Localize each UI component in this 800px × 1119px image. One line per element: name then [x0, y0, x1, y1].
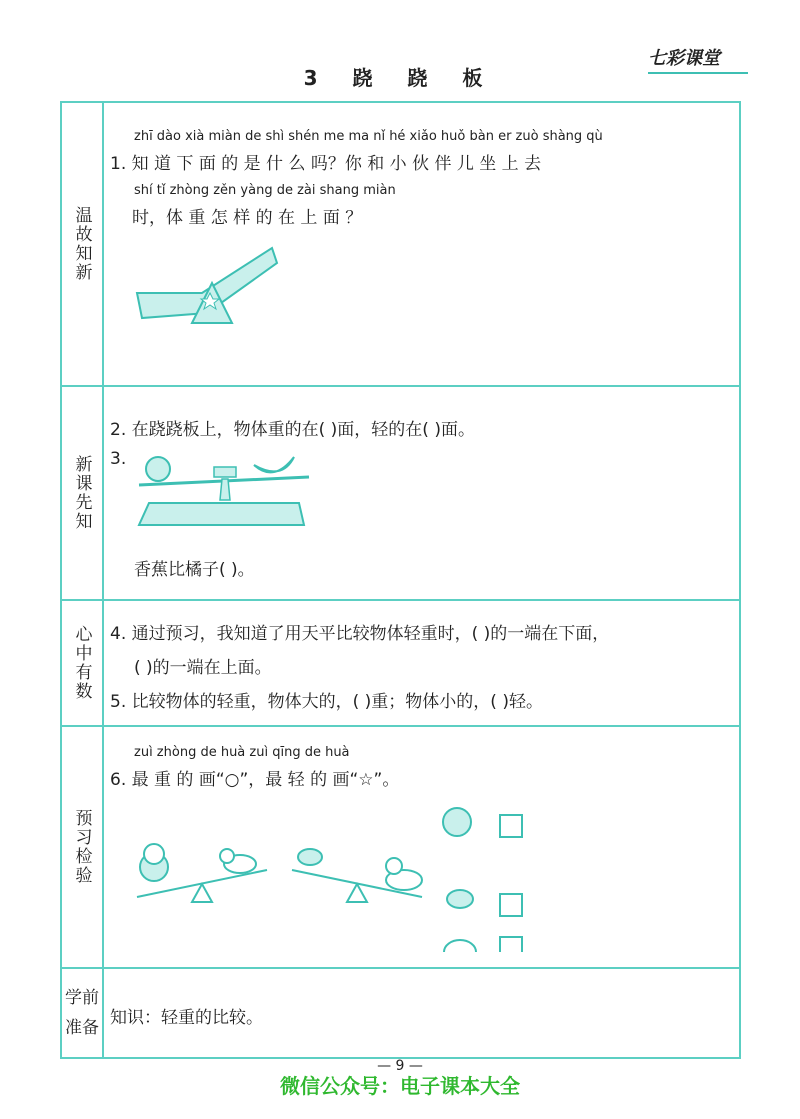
section-know: [62, 601, 739, 727]
section-label: 新课先知: [62, 387, 104, 599]
q6-pinyin: zuì zhòng de huà zuì qīng de huà: [134, 745, 350, 760]
page-number: — 9 —: [377, 1058, 423, 1074]
q3-number: 3.: [110, 449, 127, 469]
q4-text-a: 4. 通过预习，我知道了用天平比较物体轻重时，( )的一端在下面，: [110, 624, 610, 644]
section-preview: [62, 387, 739, 601]
q1-pinyin-a: zhī dào xià miàn de shì shén me ma nǐ hé xiǎo huǒ bàn er zuò shàng qù: [134, 129, 603, 144]
section-prep: [62, 969, 739, 1057]
animals-seesaw-illustration: [132, 802, 532, 952]
q1-pinyin-b: shí tǐ zhòng zěn yàng de zài shang miàn: [134, 183, 396, 198]
watermark: 微信公众号：电子课本大全: [280, 1074, 520, 1098]
section-label: 温故知新: [62, 103, 104, 385]
q3-text: 香蕉比橘子( )。: [134, 560, 255, 580]
seesaw-illustration: [132, 233, 282, 328]
q1-text-a: 1. 知 道 下 面 的 是 什 么 吗？你 和 小 伙 伴 儿 坐 上 去: [110, 154, 542, 174]
worksheet-table: [60, 101, 741, 1059]
section-label: 学前 准备: [62, 969, 104, 1057]
section-review: [62, 103, 739, 387]
q4-text-b: ( )的一端在上面。: [134, 658, 272, 678]
section-label: 预习检验: [62, 727, 104, 967]
q6-text: 6. 最 重 的 画“○”，最 轻 的 画“☆”。: [110, 770, 400, 790]
q1-text-b: 时，体 重 怎 样 的 在 上 面 ？: [132, 208, 363, 228]
page-title: 3 跷 跷 板: [303, 66, 497, 90]
balance-scale-illustration: [134, 455, 314, 535]
prep-text: 知识：轻重的比较。: [110, 1008, 263, 1028]
section-label: 心中有数: [62, 601, 104, 725]
brand-logo: 七彩课堂: [648, 44, 748, 74]
section-check: [62, 727, 739, 969]
q2-text: 2. 在跷跷板上，物体重的在( )面，轻的在( )面。: [110, 420, 475, 440]
q5-text: 5. 比较物体的轻重，物体大的，( )重；物体小的，( )轻。: [110, 692, 543, 712]
